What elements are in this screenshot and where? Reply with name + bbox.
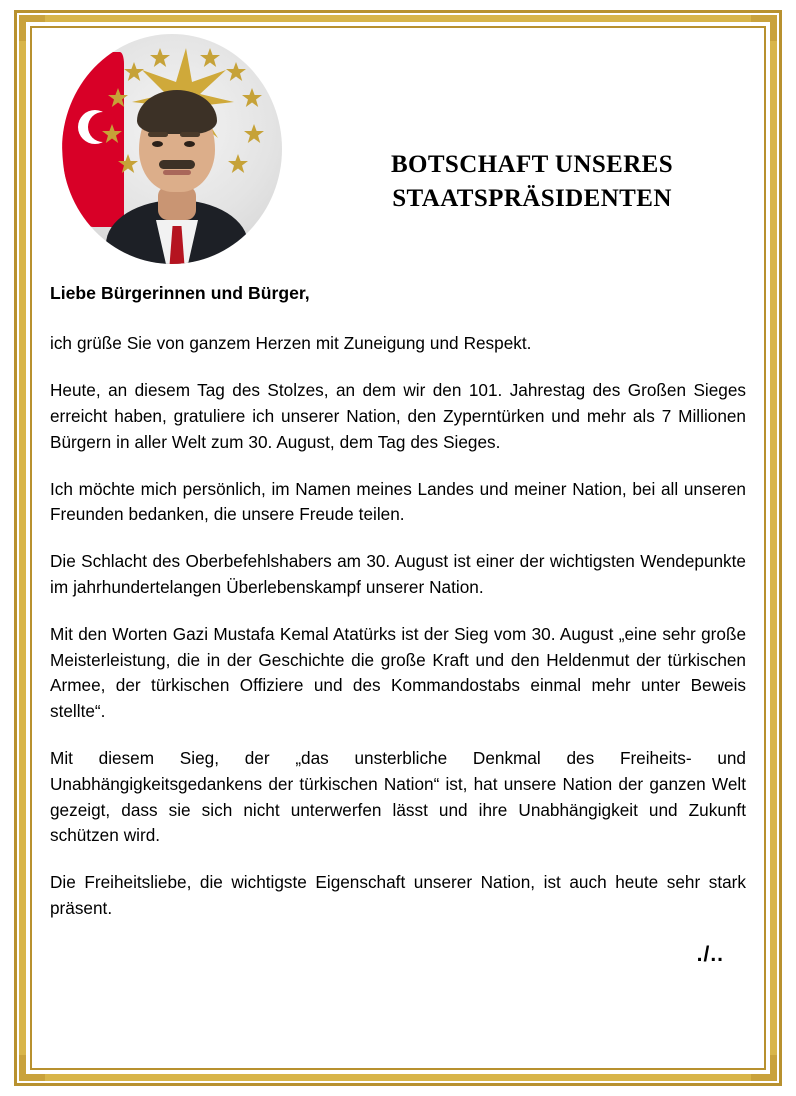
paragraph-5: Mit den Worten Gazi Mustafa Kemal Atatürks ist der Sieg vom 30. August „eine sehr große Meisterleistung, die in der Geschichte die große Kraft und den Heldenmut der türkischen Armee, der türkischen Offiziere und des Kommandostabs einmal mehr unter Beweis stellte“. bbox=[50, 623, 746, 722]
president-figure bbox=[106, 86, 248, 264]
salutation: Liebe Bürgerinnen und Bürger, bbox=[50, 283, 310, 303]
figure-eye-right bbox=[184, 141, 195, 147]
figure-eye-left bbox=[152, 141, 163, 147]
paragraph-3: Ich möchte mich persönlich, im Namen meines Landes und meiner Nation, bei all unseren Freunden bedanken, die unsere Freude teilen. bbox=[50, 478, 746, 525]
paragraph-6: Mit diesem Sieg, der „das unsterbliche Denkmal des Freiheits- und Unabhängigkeitsgedankens der türkischen Nation“ ist, hat unsere Nation der ganzen Welt gezeigt, dass sie sich nicht unterwerfen lässt und ihre Unabhängigkeit und Zukunft schützen wird. bbox=[50, 747, 746, 846]
document-title-line-1: BOTSCHAFT UNSERES bbox=[390, 151, 674, 178]
figure-eyebrow-right bbox=[180, 132, 200, 137]
figure-eyebrow-left bbox=[148, 132, 168, 137]
paragraph-7: Die Freiheitsliebe, die wichtigste Eigenschaft unserer Nation, ist auch heute sehr stark präsent. bbox=[50, 872, 746, 918]
document-title bbox=[300, 148, 764, 215]
portrait-block bbox=[62, 34, 282, 274]
figure-mouth bbox=[163, 170, 191, 175]
document-header bbox=[32, 28, 764, 280]
figure-hair bbox=[137, 90, 217, 134]
paragraph-1: ich grüße Sie von ganzem Herzen mit Zuneigung und Respekt. bbox=[50, 333, 532, 354]
paragraph-2: Heute, an diesem Tag des Stolzes, an dem wir den 101. Jahrestag des Großen Sieges erreicht haben, gratuliere ich unserer Nation, den Zyperntürken und mehr als 7 Millionen Bürgern in aller Welt zum 30. August, dem Tag des Sieges. bbox=[50, 380, 746, 452]
document-title-line-2: STAATSPRÄSIDENTEN bbox=[392, 184, 672, 212]
document-body bbox=[32, 280, 764, 967]
portrait-circle bbox=[62, 34, 282, 264]
figure-moustache bbox=[159, 160, 195, 169]
document-content bbox=[32, 28, 764, 1068]
paragraph-4: Die Schlacht des Oberbefehlshabers am 30. August ist einer der wichtigsten Wendepunkte im jahrhundertelangen Überlebenskampf unserer Nation. bbox=[50, 551, 746, 597]
continuation-mark: ./.. bbox=[696, 942, 724, 966]
